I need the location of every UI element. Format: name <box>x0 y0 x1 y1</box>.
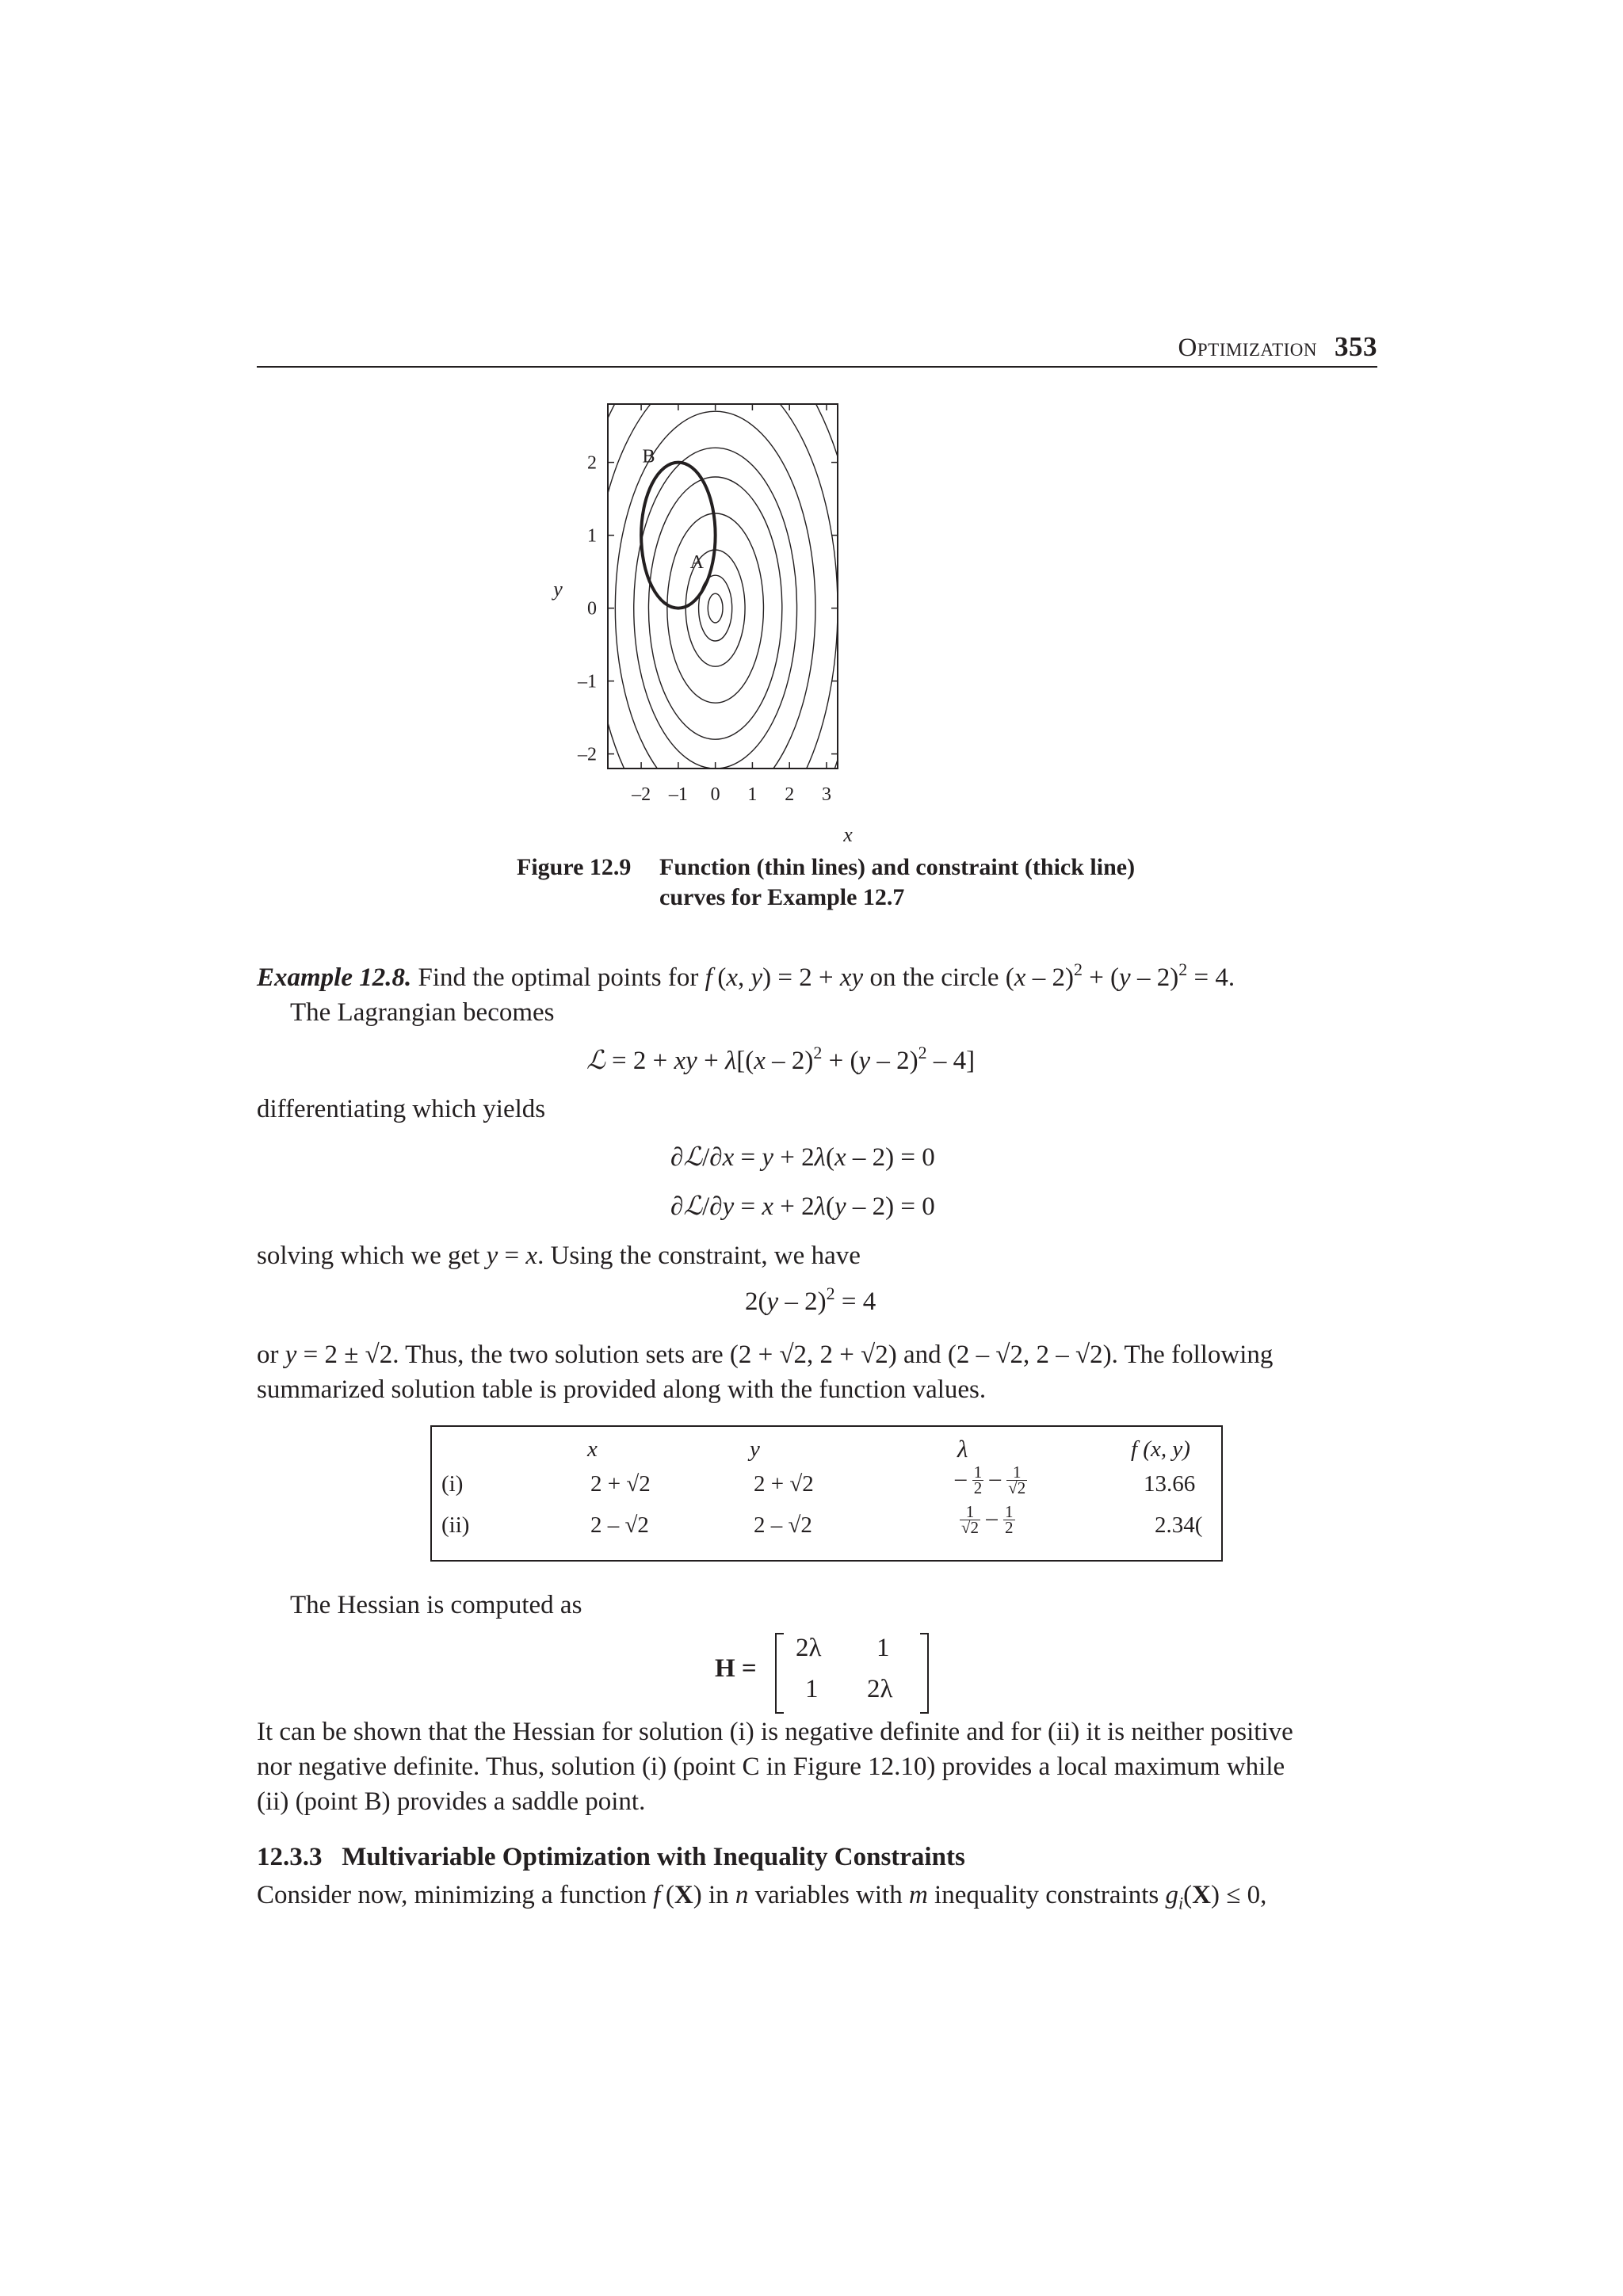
x-tick-label: –1 <box>668 784 688 805</box>
partial-y-equation: ∂ℒ/∂y = x + 2λ(y – 2) = 0 <box>670 1192 935 1221</box>
y-tick-label: –1 <box>578 671 597 692</box>
conclusion-line-1: It can be shown that the Hessian for solution (i) is negative definite and for (ii) it is neither positive <box>257 1718 1293 1746</box>
running-title: Optimization <box>1178 334 1317 362</box>
running-head <box>1178 331 1377 363</box>
solution-or: or <box>257 1341 285 1369</box>
header-rule <box>257 366 1377 368</box>
row-1-lambda: – $\frac{1}{2}$ – $\frac{1}{√2}$ <box>955 1463 1026 1497</box>
x-axis-label: x <box>843 823 853 846</box>
table-header-x: x <box>587 1436 598 1462</box>
y-tick-label: 2 <box>587 452 597 474</box>
section-text-d: inequality constraints <box>927 1881 1166 1909</box>
hessian-letter: H <box>715 1654 735 1683</box>
page-number: 353 <box>1335 331 1377 362</box>
section-text-a: Consider now, minimizing a function <box>257 1881 654 1909</box>
hessian-intro: The Hessian is computed as <box>290 1591 582 1619</box>
example-text-mid: on the circle <box>863 963 1006 992</box>
hessian-m11: 2λ <box>796 1634 822 1662</box>
section-title: Multivariable Optimization with Inequality Constraints <box>342 1843 965 1871</box>
hessian-symbol: H = <box>715 1654 757 1683</box>
section-text-b: in <box>701 1881 735 1909</box>
x-tick-label: 2 <box>785 784 795 805</box>
constraint-expr: (x – 2)$^2$ + (y – 2)$^2$ = 4. <box>1005 959 1235 992</box>
conclusion <box>257 1714 1377 1819</box>
x-tick-label: 3 <box>821 784 831 805</box>
lagrangian-intro: The Lagrangian becomes <box>290 998 555 1027</box>
solving-rest: . Using the constraint, we have <box>537 1241 861 1270</box>
y-tick-label: 1 <box>587 525 597 547</box>
caption-line-2: curves for Example 12.7 <box>659 884 905 910</box>
hessian-m12: 1 <box>876 1634 890 1662</box>
solution-line-2: summarized solution table is provided along with the function values. <box>257 1375 987 1404</box>
conclusion-line-3: (ii) (point B) provides a saddle point. <box>257 1787 646 1816</box>
point-label-b: B <box>642 446 655 467</box>
row-2-label: (ii) <box>441 1512 470 1538</box>
function-contour-7 <box>615 411 815 805</box>
partial-x-equation: ∂ℒ/∂x = y + 2λ(x – 2) = 0 <box>670 1143 935 1172</box>
contour-plot <box>539 388 1141 848</box>
solution-table <box>430 1425 1223 1562</box>
table-header-lambda: λ <box>957 1435 968 1463</box>
lagrangian-equation: ℒ = 2 + xy + λ[(x – 2)$^2$ + (y – 2)$^2$ – 4] <box>586 1043 976 1075</box>
constraint-circle <box>641 463 716 608</box>
row-1-x: 2 + √2 <box>590 1471 651 1497</box>
caption-line-1: Function (thin lines) and constraint (thick line) <box>659 854 1136 880</box>
x-tick-label: 0 <box>710 784 720 805</box>
figure-12-9 <box>539 388 1141 848</box>
table-header-fxy: f (x, y) <box>1131 1436 1190 1462</box>
function-contour-1 <box>708 593 723 623</box>
function-expr: f (x, y) = 2 + xy <box>705 963 864 992</box>
example-label: Example 12.8. <box>257 963 412 992</box>
row-2-y: 2 – √2 <box>754 1512 812 1538</box>
hessian-m22: 2λ <box>867 1675 893 1703</box>
section-number: 12.3.3 <box>257 1843 323 1871</box>
x-tick-label: –2 <box>632 784 651 805</box>
conclusion-line-2: nor negative definite. Thus, solution (i) (point C in Figure 12.10) provides a local maximum while <box>257 1753 1285 1781</box>
y-axis-label: y <box>553 578 563 601</box>
function-contour-9 <box>571 388 860 848</box>
function-contour-6 <box>634 448 797 769</box>
section-text-c: variables with <box>748 1881 909 1909</box>
example-text: Find the optimal points for <box>411 963 705 992</box>
section-body: Consider now, minimizing a function f (X) in n variables with m inequality constraints $g_i(X) \le 0$, <box>257 1881 1267 1913</box>
example-statement <box>257 960 1377 995</box>
solving-intro: solving which we get <box>257 1241 487 1270</box>
hessian-m21: 1 <box>805 1675 819 1703</box>
row-2-lambda: $\frac{1}{√2}$ – $\frac{1}{2}$ <box>961 1502 1014 1537</box>
caption-label: Figure 12.9 <box>517 854 632 880</box>
function-contour-8 <box>593 388 838 848</box>
y-tick-label: 0 <box>587 598 597 620</box>
row-1-fxy: 13.66 <box>1144 1471 1196 1497</box>
table-header-y: y <box>750 1436 760 1462</box>
section-heading <box>257 1843 965 1872</box>
row-1-y: 2 + √2 <box>754 1471 814 1497</box>
point-label-a: A <box>689 552 704 573</box>
figure-caption <box>517 852 1135 913</box>
x-tick-label: 1 <box>747 784 758 805</box>
solution-text: or y = 2 ± √2. Thus, the two solution sets are (2 + √2, 2 + √2) and (2 – √2, 2 – √2). The following summarized solution table is provided along with the function values. <box>257 1337 1377 1407</box>
row-2-fxy: 2.34( <box>1155 1512 1203 1538</box>
diff-intro: differentiating which yields <box>257 1095 546 1123</box>
row-1-label: (i) <box>441 1471 464 1497</box>
constraint-substituted: 2(y – 2)$^2$ = 4 <box>745 1283 876 1316</box>
row-2-x: 2 – √2 <box>590 1512 649 1538</box>
y-tick-label: –2 <box>578 744 597 765</box>
solving-text: solving which we get y = x. Using the constraint, we have <box>257 1241 861 1270</box>
solution-rest: . Thus, the two solution sets are (2 + √2, 2 + √2) and (2 – √2, 2 – √2). The following <box>392 1341 1274 1369</box>
